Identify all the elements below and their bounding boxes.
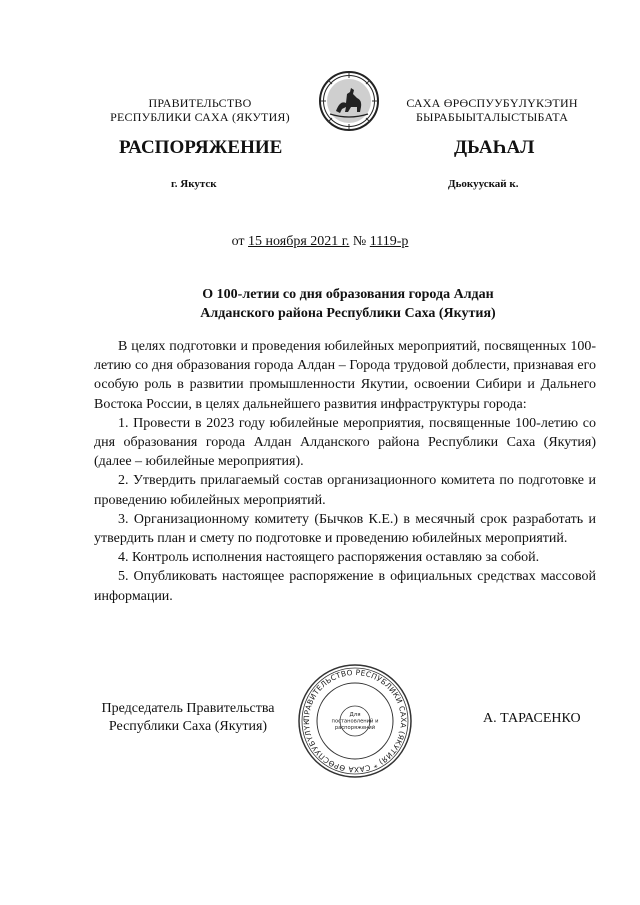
body-item-2: 2. Утвердить прилагаемый состав организационного комитета по подготовке и проведению юбилейных мероприятий.	[94, 473, 596, 508]
order-number: 1119-р	[369, 234, 409, 249]
document-type-sakha: ДЬАҺАЛ	[454, 137, 535, 158]
document-type-russian: РАСПОРЯЖЕНИЕ	[119, 137, 283, 158]
header-left-line2: РЕСПУБЛИКИ САХА (ЯКУТИЯ)	[110, 110, 290, 124]
subject-line2: Алданского района Республики Саха (Якутия)	[200, 306, 496, 321]
body-item-1: 1. Провести в 2023 году юбилейные мероприятия, посвященные 100-летию со дня образования города Алдан Алданского района Республики Саха (Якутия) (далее – юбилейные мероприятия).	[94, 415, 596, 470]
city-sakha: Дьокуускай к.	[448, 178, 519, 190]
body-item-4: 4. Контроль исполнения настоящего распоряжения оставляю за собой.	[118, 550, 540, 566]
body-item-3: 3. Организационному комитету (Бычков К.Е.) в месячный срок разработать и утвердить план и смету по подготовке и проведению юбилейных мероприятий.	[94, 511, 596, 547]
header-right-line2: БЫРАБЫЫТАЛЫСТЫБАТА	[415, 110, 569, 124]
order-number-prefix: №	[352, 234, 367, 249]
seal-center-line2: постановлений и	[331, 718, 379, 725]
official-seal-stamp-icon	[296, 662, 414, 780]
subject-line1: О 100-летии со дня образования города Алдан	[202, 287, 494, 302]
body-item-5: 5. Опубликовать настоящее распоряжение в официальных средствах массовой информации.	[94, 569, 596, 604]
position-line1: Председатель Правительства	[101, 701, 275, 716]
position-line2: Республики Саха (Якутия)	[108, 719, 268, 734]
order-prefix: от	[231, 234, 245, 249]
header-left-line1: ПРАВИТЕЛЬСТВО	[148, 96, 252, 110]
government-header-russian	[100, 96, 300, 124]
seal-center-line1: Для	[349, 712, 361, 718]
body-intro: В целях подготовки и проведения юбилейных мероприятий, посвященных 100-летию со дня образования города Алдан – Города трудовой доблести, признавая его особую роль в развитии промышленности Якутии, освоении Сибири и Дальнего Востока России, в целях дальнейшего развития инфраструктуры города:	[94, 339, 596, 412]
city-russian: г. Якутск	[171, 178, 217, 190]
order-date: 15 ноября 2021 г.	[248, 234, 350, 249]
document-subject	[100, 285, 596, 323]
government-header-sakha	[392, 96, 592, 124]
signatory-name: А. ТАРАСЕНКО	[483, 711, 581, 726]
signatory-position	[88, 700, 288, 736]
document-body	[94, 337, 596, 606]
header-right-line1: САХА ӨРӨСПУУБҮЛҮКЭТИН	[406, 96, 578, 110]
coat-of-arms-emblem-icon	[318, 70, 380, 132]
order-date-number	[0, 234, 640, 250]
seal-center-line3: распоряжений	[334, 725, 376, 731]
seal-outer-text: ПРАВИТЕЛЬСТВО РЕСПУБЛИКИ САХА (ЯКУТИЯ) * САХА ӨРӨСПУУБҮЛҮК	[301, 667, 409, 775]
